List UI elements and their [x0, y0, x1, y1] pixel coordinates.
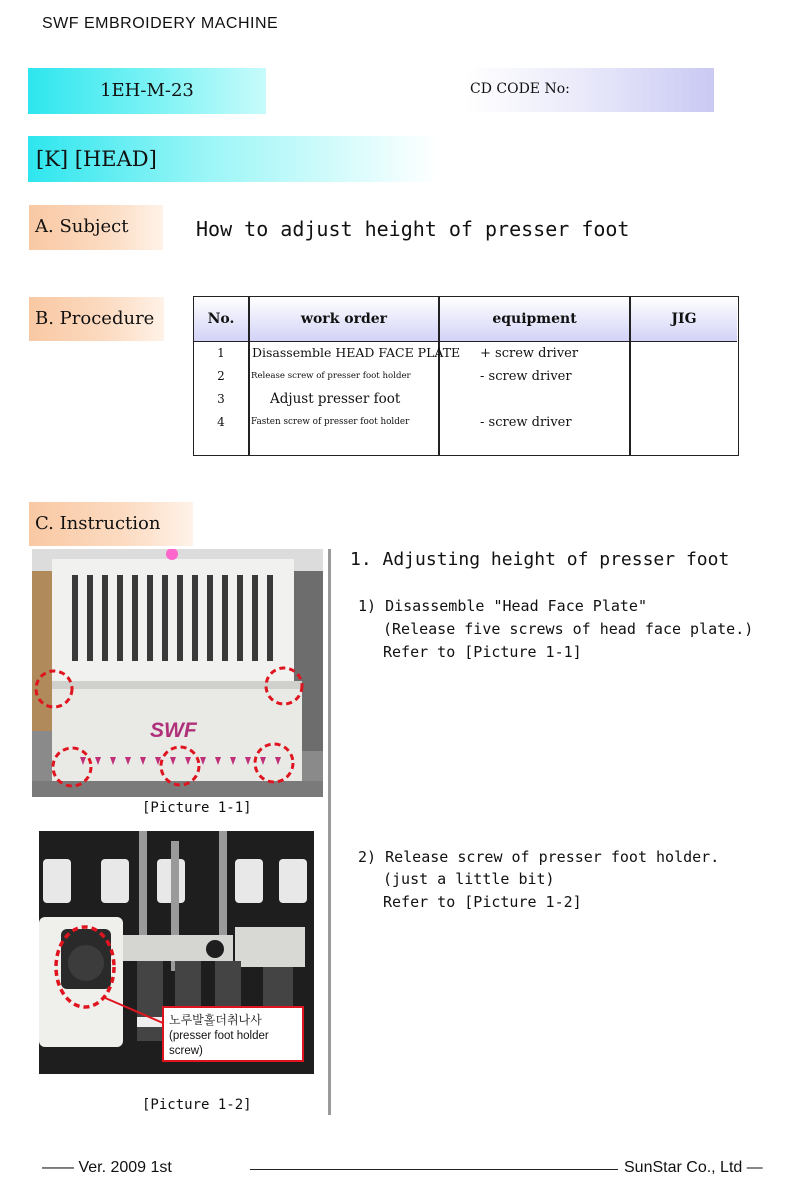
step-2-line-1: 2) Release screw of presser foot holder.: [358, 848, 720, 866]
step-2-line-3: Refer to [Picture 1-2]: [383, 893, 582, 911]
row-4-equipment: - screw driver: [480, 415, 572, 430]
presser-foot-holder-photo: [39, 831, 314, 1074]
cd-code-box: [466, 68, 714, 112]
doc-code-box: [28, 68, 266, 114]
row-1-no: 1: [217, 346, 225, 360]
column-divider: [438, 297, 440, 455]
footer-version: —— Ver. 2009 1st: [42, 1159, 172, 1176]
row-1-work-order: Disassemble HEAD FACE PLATE: [252, 345, 461, 360]
footer-company: SunStar Co., Ltd —: [624, 1159, 763, 1176]
column-header-jig: JIG: [631, 297, 737, 342]
subject-label: [29, 205, 163, 250]
doc-code: 1EH-M-23: [100, 80, 194, 101]
column-divider: [629, 297, 631, 455]
subject-text: How to adjust height of presser foot: [196, 217, 630, 241]
row-1-equipment: + screw driver: [480, 346, 579, 361]
picture-1-caption: [Picture 1-1]: [142, 800, 252, 816]
column-header-equipment: equipment: [440, 297, 629, 342]
section-title: [K] [HEAD]: [36, 147, 157, 171]
row-3-no: 3: [217, 392, 225, 406]
row-3-work-order: Adjust presser foot: [270, 391, 401, 407]
step-1-line-1: 1) Disassemble "Head Face Plate": [358, 597, 647, 615]
row-4-no: 4: [217, 415, 225, 429]
swf-logo: SWF: [150, 719, 197, 742]
step-1-line-3: Refer to [Picture 1-1]: [383, 643, 582, 661]
callout-english-1: (presser foot holder: [169, 1030, 269, 1042]
cd-code-label: CD CODE No:: [470, 81, 570, 97]
instruction-label: [29, 502, 193, 546]
column-header-no: No.: [194, 297, 248, 342]
row-4-work-order: Fasten screw of presser foot holder: [251, 417, 410, 427]
subject-label-text: A. Subject: [35, 216, 129, 237]
callout-english-2: screw): [169, 1045, 203, 1057]
callout-korean: 노루발홀더취나사: [169, 1013, 262, 1027]
footer-rule: [250, 1169, 618, 1170]
row-2-equipment: - screw driver: [480, 369, 572, 384]
header-brand: SWF EMBROIDERY MACHINE: [42, 15, 279, 32]
procedure-table: [193, 296, 739, 456]
column-divider: [248, 297, 250, 455]
column-header-work-order: work order: [250, 297, 438, 342]
picture-2-caption: [Picture 1-2]: [142, 1097, 252, 1113]
vertical-divider: [328, 549, 331, 1115]
procedure-label-text: B. Procedure: [35, 308, 155, 329]
procedure-label: [29, 297, 164, 341]
row-2-work-order: Release screw of presser foot holder: [251, 371, 411, 381]
section-band: [28, 136, 438, 182]
instruction-title: 1. Adjusting height of presser foot: [350, 549, 730, 570]
row-2-no: 2: [217, 369, 225, 383]
instruction-label-text: C. Instruction: [35, 513, 161, 534]
head-face-plate-photo: [32, 549, 323, 797]
step-1-line-2: (Release five screws of head face plate.): [383, 620, 754, 638]
step-2-line-2: (just a little bit): [383, 870, 555, 888]
